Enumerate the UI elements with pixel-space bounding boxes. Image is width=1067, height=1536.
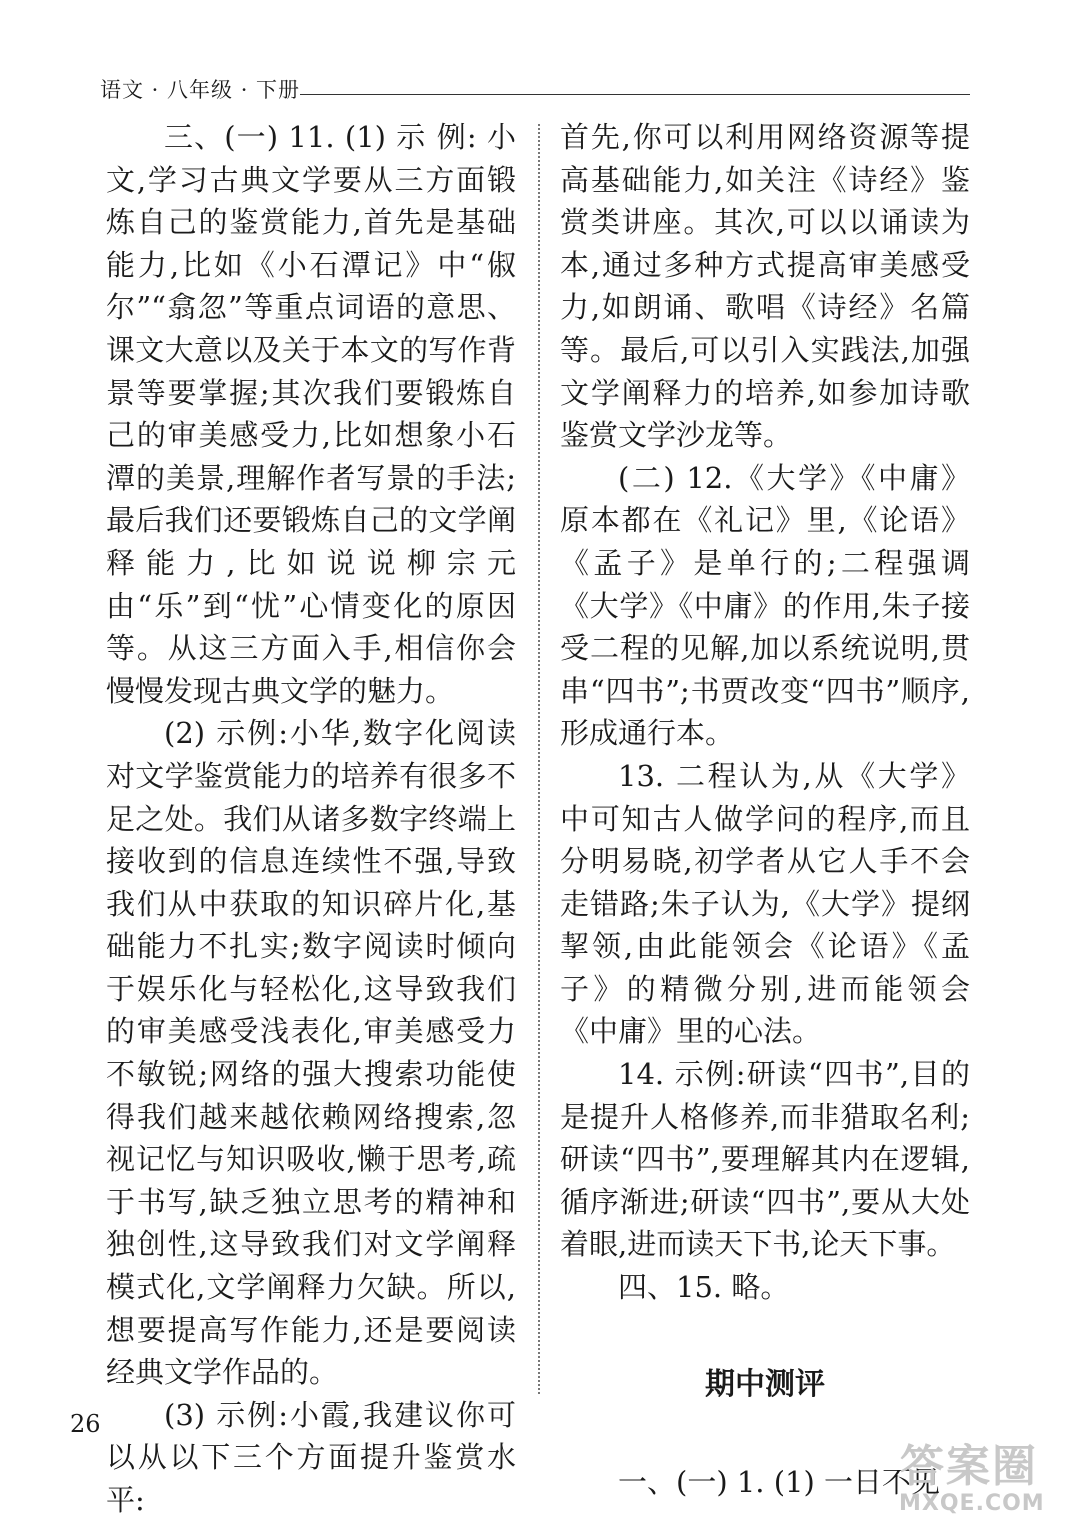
right-column [560,116,970,1504]
answer-paragraph: 首先,你可以利用网络资源等提高基础能力,如关注《诗经》鉴赏类讲座。其次,可以以诵读为本,通过多种方式提高审美感受力,如朗诵、歌唱《诗经》名篇等。最后,可以引入实践法,加强文学阐释力的培养,如参加诗歌鉴赏文学沙龙等。 [560,120,970,453]
answer-paragraph: (3) 示例:小霞,我建议你可以从以下三个方面提升鉴赏水平: [106,1397,516,1517]
column-divider [538,124,540,1394]
answer-paragraph: 三、(一) 11. (1) 示 例: 小文,学习古典文学要从三方面锻炼自己的鉴赏能力,首先是基础能力,比如《小石潭记》中“俶尔”“翕忽”等重点词语的意思、课文大意以及关于本文的写作背景等要掌握;其次我们要锻炼自己的审美感受力,比如想象小石潭的美景,理解作者写景的手法;最后我们还要锻炼自己的文学阐释能力,比如说说柳宗元由“乐”到“忧”心情变化的原因等。从这三方面入手,相信你会慢慢发现古典文学的魅力。 [106,120,516,708]
watermark-logo [899,1441,1045,1522]
running-header: 语文 · 八年级 · 下册 [100,78,301,102]
answer-paragraph: 四、15. 略。 [618,1270,790,1305]
watermark-site: MXQE.COM [899,1491,1045,1516]
answer-paragraph: (2) 示例:小华,数字化阅读对文学鉴赏能力的培养有很多不足之处。我们从诸多数字终端上接收到的信息连续性不强,导致我们从中获取的知识碎片化,基础能力不扎实;数字阅读时倾向于娱乐化与轻松化,这导致我们的审美感受浅表化,审美感受力不敏锐;网络的强大搜索功能使得我们越来越依赖网络搜索,忽视记忆与知识吸收,懒于思考,疏于书写,缺乏独立思考的精神和独创性,这导致我们对文学阐释模式化,文学阐释力欠缺。所以,想要提高写作能力,还是要阅读经典文学作品的。 [106,716,516,1390]
page-number: 26 [70,1410,101,1438]
watermark-mark: 答案圈 [900,1441,1038,1492]
answer-paragraph: 14. 示例:研读“四书”,目的是提升人格修养,而非猎取名利;研读“四书”,要理解其内在逻辑,循序渐进;研读“四书”,要从大处着眼,进而读天下书,论天下事。 [560,1057,970,1262]
section-title: 期中测评 [705,1366,825,1402]
header-rule [300,94,970,95]
answer-paragraph: (二) 12.《大学》《中庸》原本都在《礼记》里,《论语》《孟子》是单行的;二程强调《大学》《中庸》的作用,朱子接受二程的见解,加以系统说明,贯串“四书”;书贾改变“四书”顺序,形成通行本。 [560,460,970,751]
answer-paragraph: 一、(一) 1. (1) 一日不见 [618,1465,941,1500]
left-column [106,116,516,1522]
answer-paragraph: 13. 二程认为,从《大学》中可知古人做学问的程序,而且分明易晓,初学者从它人手不会走错路;朱子认为,《大学》提纲挈领,由此能领会《论语》《孟子》的精微分别,进而能领会《中庸》里的心法。 [560,758,970,1049]
